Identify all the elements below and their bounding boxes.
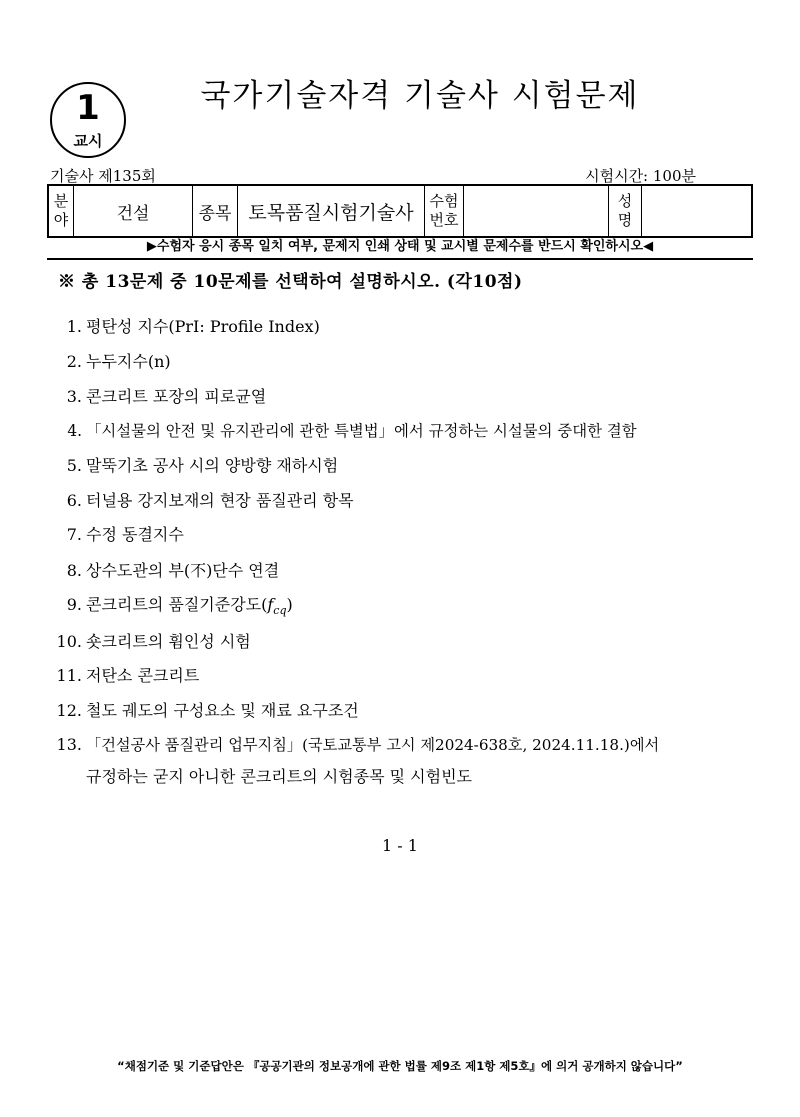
session-badge xyxy=(50,82,126,158)
footer-disclaimer: “채점기준 및 기준답안은 『공공기관의 정보공개에 관한 법률 제9조 제1항 제5호』에 의거 공개하지 않습니다” xyxy=(117,1059,683,1073)
question-item: 10. 숏크리트의 휨인성 시험 xyxy=(56,632,251,651)
exam-number-field[interactable] xyxy=(464,185,609,237)
field-value: 건설 xyxy=(74,185,193,237)
check-notice: ▶수험자 응시 종목 일치 여부, 문제지 인쇄 상태 및 교시별 문제수를 반드시 확인하시오◀ xyxy=(146,239,654,254)
exam-round: 기술사 제135회 xyxy=(50,167,156,185)
exam-time: 시험시간: 100분 xyxy=(585,167,696,185)
question-item: 7. 수정 동결지수 xyxy=(66,525,184,544)
math-subscript: cq xyxy=(273,604,287,618)
question-item: 2. 누두지수(n) xyxy=(66,352,171,371)
page-number: 1 - 1 xyxy=(382,836,418,855)
question-item: 1. 평탄성 지수(PrI: Profile Index) xyxy=(66,317,320,336)
category-label: 종목 xyxy=(193,185,238,237)
session-number: 1 xyxy=(76,88,100,128)
question-item: 6. 터널용 강지보재의 현장 품질관리 항목 xyxy=(66,491,354,510)
category-value: 토목품질시험기술사 xyxy=(238,185,425,237)
question-item: 11. 저탄소 콘크리트 xyxy=(56,666,200,685)
session-label: 교시 xyxy=(73,132,103,150)
field-label-cell: 분 야 xyxy=(48,185,74,237)
question-item: 8. 상수도관의 부(不)단수 연결 xyxy=(66,561,280,580)
question-item: 13. 「건설공사 품질관리 업무지침」(국토교통부 고시 제2024-638호, 2024.11.18.)에서 xyxy=(56,735,660,754)
question-item: 4. 「시설물의 안전 및 유지관리에 관한 특별법」에서 규정하는 시설물의 중대한 결함 xyxy=(67,422,637,440)
page-title: 국가기술자격 기술사 시험문제 xyxy=(200,78,640,114)
math-symbol: f xyxy=(267,595,274,614)
exam-number-label: 수험 번호 xyxy=(425,185,464,237)
question-item: 3. 콘크리트 포장의 피로균열 xyxy=(66,387,267,406)
name-field[interactable] xyxy=(642,185,753,237)
question-item: 9. 콘크리트의 품질기준강도$(f_{cq})$ xyxy=(66,595,293,618)
question-item: 12. 철도 궤도의 구성요소 및 재료 요구조건 xyxy=(56,701,359,720)
question-item-continuation: 규정하는 굳지 아니한 콘크리트의 시험종목 및 시험빈도 xyxy=(86,767,473,786)
name-label: 성 명 xyxy=(609,185,642,237)
divider xyxy=(47,258,753,260)
exam-info-table xyxy=(47,184,753,238)
question-item: 5. 말뚝기초 공사 시의 양방향 재하시험 xyxy=(66,456,339,475)
instruction: ※ 총 13문제 중 10문제를 선택하여 설명하시오. (각10점) xyxy=(58,272,523,292)
